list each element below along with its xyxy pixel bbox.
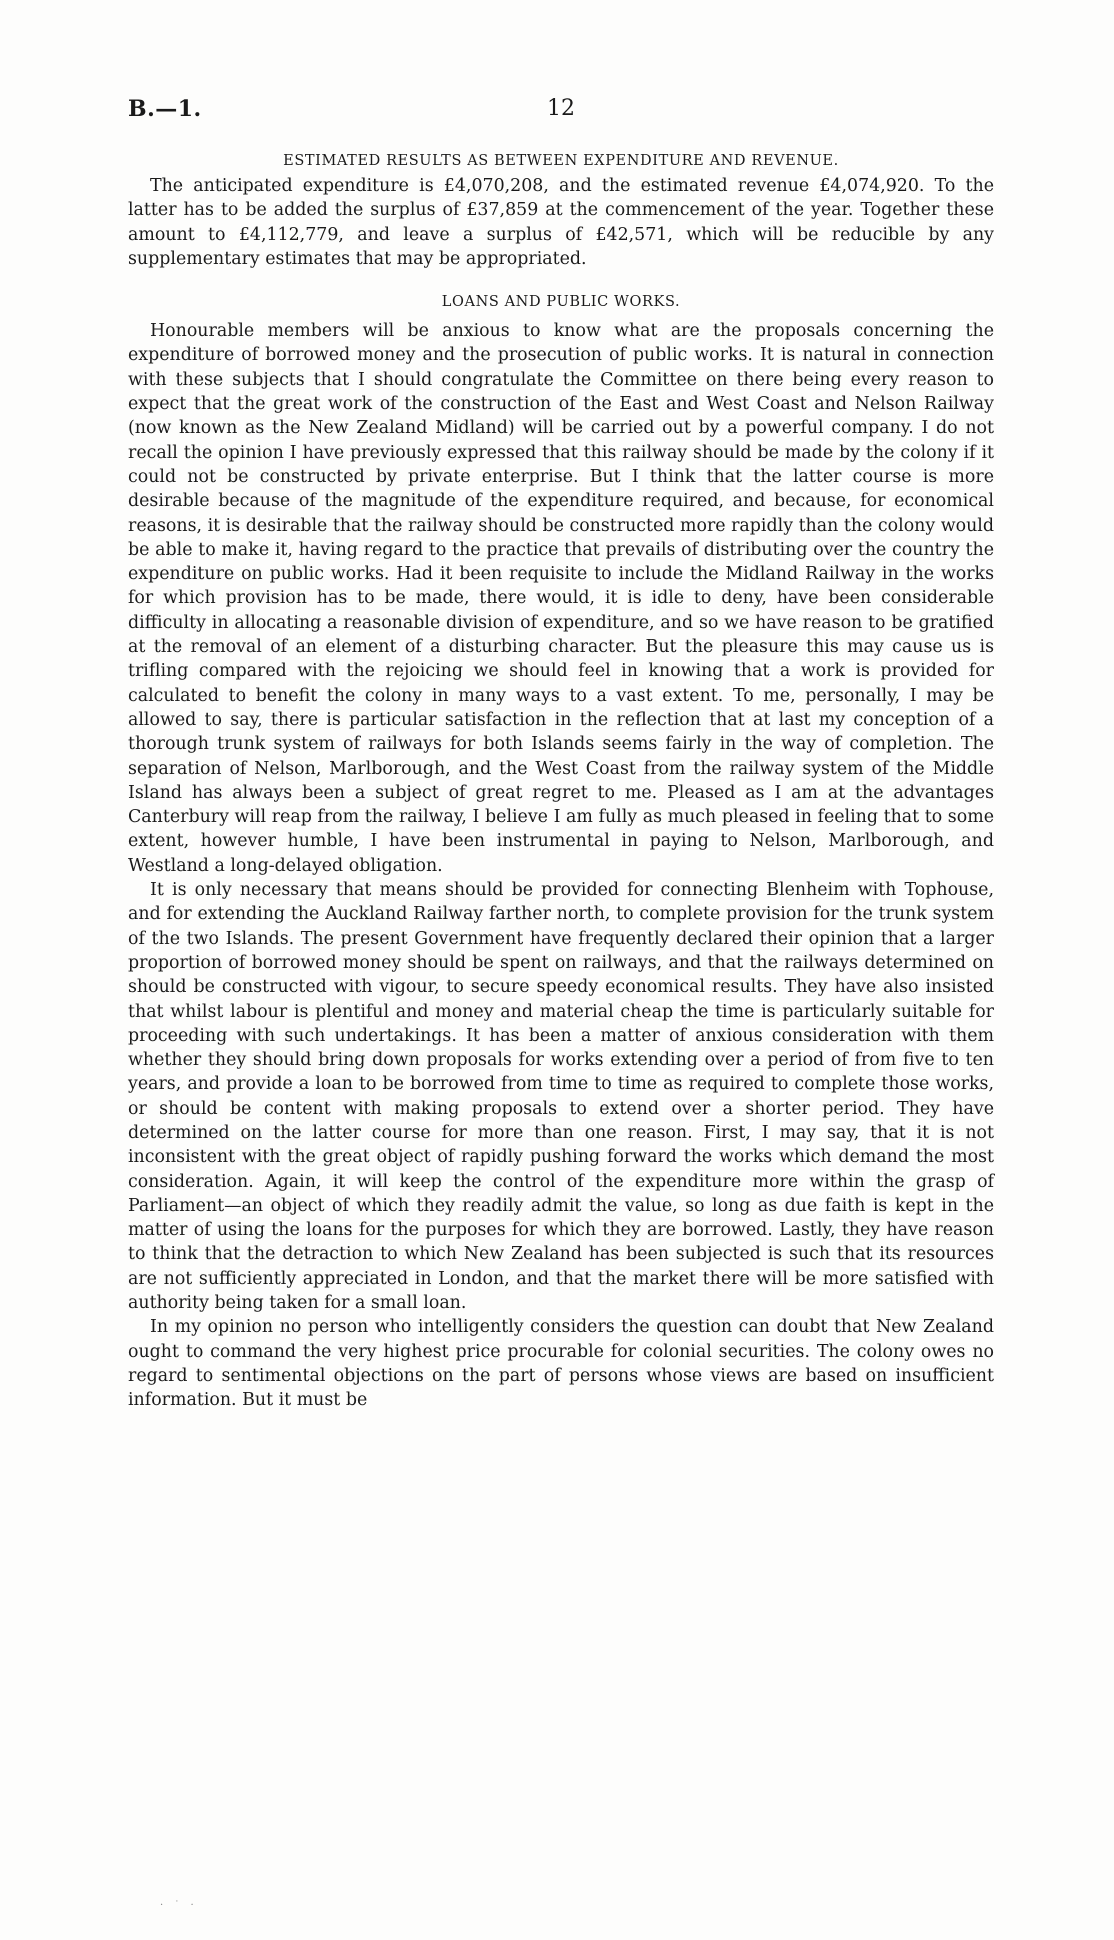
scan-specks: · ˙ ·	[160, 1900, 198, 1911]
document-reference: B.—1.	[128, 96, 202, 122]
paragraph: Honourable members will be anxious to know what are the proposals concerning the expenditure of borrowed money and the prosecution of public works. It is natural in connection with these subjects that I should congratulate the Committee on there being every reason to expect that the great work of the construction of the East and West Coast and Nelson Railway (now known as the New Zealand Midland) will be carried out by a powerful company. I do not recall the opinion I have previously expressed that this railway should be made by the colony if it could not be constructed by private enterprise. But I think that the latter course is more desirable because of the magnitude of the expenditure required, and because, for economical reasons, it is desirable that the railway should be constructed more rapidly than the colony would be able to make it, having regard to the practice that prevails of distributing over the country the expenditure on public works. Had it been requisite to include the Midland Railway in the works for which provision has to be made, there would, it is idle to deny, have been considerable difficulty in allocating a reasonable division of expenditure, and so we have reason to be gratified at the removal of an element of a disturbing character. But the pleasure this may cause us is trifling compared with the rejoicing we should feel in knowing that a work is provided for calculated to benefit the colony in many ways to a vast extent. To me, personally, I may be allowed to say, there is particular satisfaction in the reflection that at last my conception of a thorough trunk system of railways for both Islands seems fairly in the way of completion. The separation of Nelson, Marlborough, and the West Coast from the railway system of the Middle Island has always been a subject of great regret to me. Pleased as I am at the advantages Canterbury will reap from the railway, I believe I am fully as much pleased in feeling that to some extent, however humble, I have been instrumental in paying to Nelson, Marlborough, and Westland a long-delayed obligation.	[128, 321, 994, 876]
page-header	[128, 96, 994, 126]
section-heading-loans-public-works: LOANS AND PUBLIC WORKS.	[441, 294, 681, 311]
paragraph: In my opinion no person who intelligently considers the question can doubt that New Zealand ought to command the very highest price procurable for colonial securities. The colony owes no regard to sentimental objections on the part of persons whose views are based on insufficient information. But it must be	[128, 1317, 994, 1411]
paragraph: It is only necessary that means should be provided for connecting Blenheim with Tophouse, and for extending the Auckland Railway farther north, to complete provision for the trunk system of the two Islands. The present Government have frequently declared their opinion that a larger proportion of borrowed money should be spent on railways, and that the railways determined on should be constructed with vigour, to secure speedy economical results. They have also insisted that whilst labour is plentiful and money and material cheap the time is particularly suitable for proceeding with such undertakings. It has been a matter of anxious consideration with them whether they should bring down proposals for works extending over a period of from five to ten years, and provide a loan to be borrowed from time to time as required to complete those works, or should be content with making proposals to extend over a shorter period. They have determined on the latter course for more than one reason. First, I may say, that it is not inconsistent with the great object of rapidly pushing forward the works which demand the most consideration. Again, it will keep the control of the expenditure more within the grasp of Parliament—an object of which they readily admit the value, so long as due faith is kept in the matter of using the loans for the purposes for which they are borrowed. Lastly, they have reason to think that the detraction to which New Zealand has been subjected is such that its resources are not sufficiently appreciated in London, and that the market there will be more satisfied with authority being taken for a small loan.	[128, 880, 994, 1314]
page-number: 12	[547, 96, 575, 121]
paragraph: The anticipated expenditure is £4,070,208, and the estimated revenue £4,074,920. To the latter has to be added the surplus of £37,859 at the commencement of the year. Together these amount to £4,112,779, and leave a surplus of £42,571, which will be reducible by any supplementary estimates that may be appropriated.	[128, 176, 994, 269]
page-body	[128, 150, 994, 1413]
section-heading-estimated-results: ESTIMATED RESULTS AS BETWEEN EXPENDITURE AND REVENUE.	[283, 153, 839, 169]
